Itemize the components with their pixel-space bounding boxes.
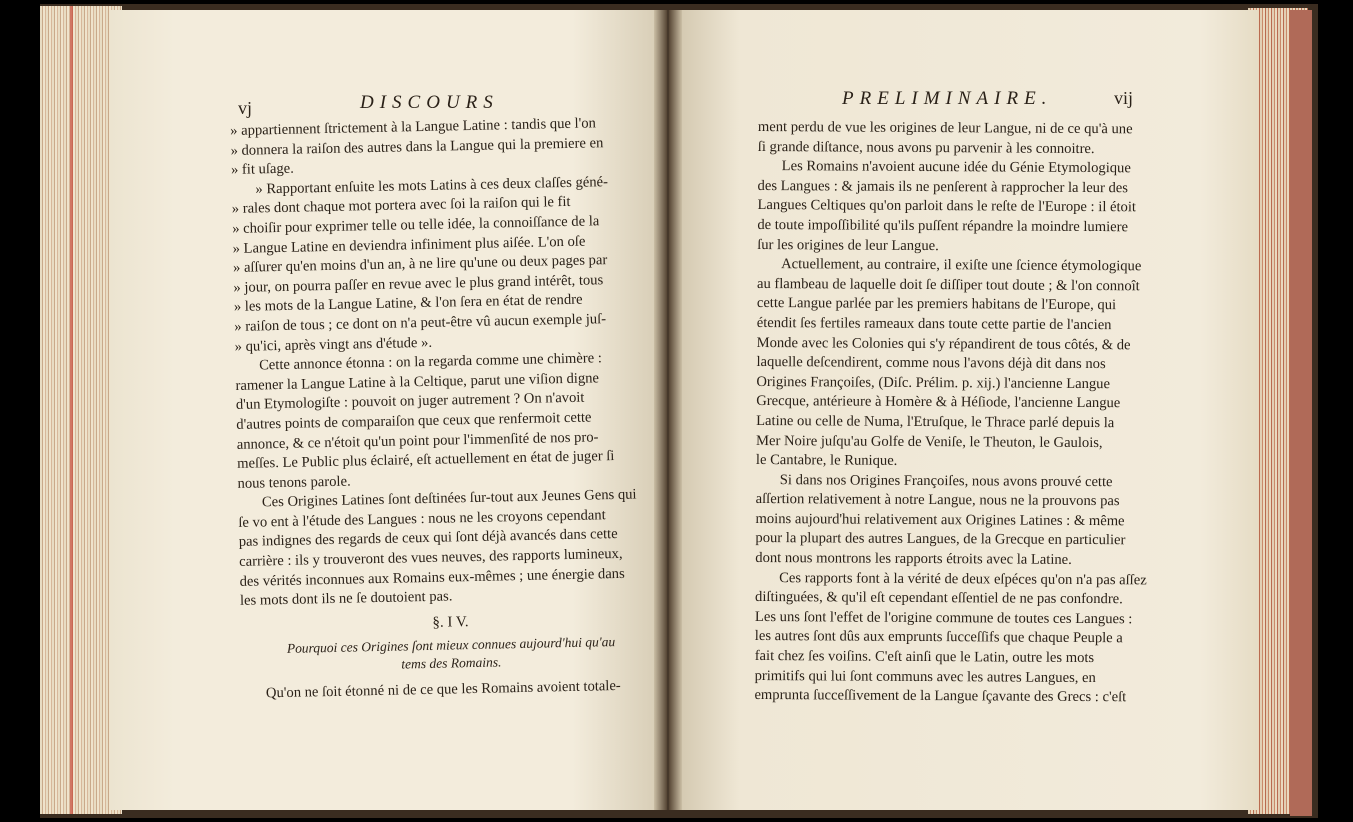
text-line: de toute impoſſibilité qu'ils puſſent répandre la moindre lumiere [757,216,1129,236]
text-line: annonce, & ce n'étoit qu'un point pour l'immenſité de nos pro- [236,428,599,453]
text-line: Si dans nos Origines Françoiſes, nous avons prouvé cette [779,471,1113,490]
book-gutter [654,10,682,810]
red-edge-line [70,6,73,814]
book-cover-edge [1290,10,1312,816]
text-line: Langues Celtiques qu'on parloit dans le reſte de l'Europe : il étoit [757,197,1137,216]
text-line: nous tenons parole. [237,473,351,492]
text-line: » les mots de la Langue Latine, & l'on ſera en état de rendre [233,292,583,316]
text-line: Les uns ſont l'effet de l'origine commune de toutes ces Langues : [754,608,1133,628]
text-line: pas indignes des regards de ceux qui ſont déjà avancés dans cette [238,526,618,551]
text-line: ment perdu de vue les origines de leur Langue, ni de ce qu'à une [757,118,1133,138]
text-line: Qu'on ne ſoit étonné ni de ce que les Romains avoient totale- [265,678,621,702]
text-line: diſtinguées, & qu'il eſt cependant eſſentiel de ne pas confondre. [755,589,1123,608]
right-page-body [754,118,1228,709]
text-line: primitifs qui lui ſont communs avec les autres Langues, en [754,667,1096,686]
right-page [682,10,1258,810]
text-line: les mots dont ils ne ſe doutoient pas. [239,588,453,610]
text-line: Ces rapports font à la vérité de deux eſpéces qu'on n'a pas aſſez [779,569,1147,589]
text-line: » rales dont chaque mot portera avec ſoi la raiſon qui le fit [231,194,571,218]
section-number: §. I V. [432,613,469,631]
text-line: » jour, on pourra paſſer en revue avec le plus grand intérêt, tous [233,271,604,296]
page-number-right: vij [1114,88,1134,108]
text-line: Monde avec les Colonies qui s'y répandirent de tous côtés, & de [756,334,1131,353]
page-number-left: vj [238,98,253,118]
text-line: Latine ou celle de Numa, l'Etruſque, le Thrace parlé depuis la [756,412,1115,432]
text-line: Grecque, antérieure à Homère & à Héſiode, l'ancienne Langue [756,393,1121,412]
text-line: Mer Noire juſqu'au Golfe de Veniſe, le Theuton, le Gaulois, [755,432,1103,451]
text-line: fait chez ſes voiſins. C'eſt ainſi que le Latin, outre les mots [754,648,1095,667]
text-line: d'autres points de comparaiſon que ceux que renfermoit cette [236,409,592,433]
text-line: au flambeau de laquelle doit ſe diſſiper tout doute ; & l'on connoît [756,275,1140,295]
text-line: cette Langue parlée par les premiers habitans de l'Europe, qui [756,295,1117,314]
right-text-lines [754,118,1228,709]
text-line: ſur les origines de leur Langue. [757,236,939,254]
text-line: Cette annonce étonna : on la regarda comme une chimère : [258,350,603,374]
text-line: laquelle deſcendirent, comme nous l'avons déjà dit dans nos [756,354,1106,373]
text-line: » Langue Latine en deviendra infiniment plus aiſée. L'on oſe [232,233,586,257]
running-header-left: DISCOURS [360,92,499,113]
running-header-right: PRELIMINAIRE. [842,88,1053,109]
text-line: Actuellement, au contraire, il exiſte une ſcience étymologique [781,256,1142,275]
section-title-line-1: Pourquoi ces Origines ſont mieux connues aujourd'hui qu'au [286,634,616,657]
text-line: ſe vo ent à l'étude des Langues : nous ne les croyons cependant [238,507,606,531]
text-line: Origines Françoiſes, (Diſc. Prélim. p. xij.) l'ancienne Langue [756,373,1111,392]
left-text-lines [230,113,660,612]
text-line: meſſes. Le Public plus éclairé, eſt actuellement en état de juger ſi [236,448,615,473]
text-line: des vérités inconnues aux Romains eux-mêmes ; une énergie dans [239,565,625,590]
text-line: carrière : ils y trouveront des vues neuves, des rapports lumineux, [239,545,623,570]
text-line: le Cantabre, le Runique. [755,452,898,469]
left-page-body [230,113,662,705]
text-line: Ces Origines Latines ſont deſtinées ſur-tout aux Jeunes Gens qui [261,486,637,511]
text-line: Les Romains n'avoient aucune idée du Génie Etymologique [781,158,1131,177]
text-line: » appartiennent ſtrictement à la Langue Latine : tandis que l'on [230,115,597,139]
text-line: » choiſir pour exprimer telle ou telle idée, la connoiſſance de la [232,213,600,237]
text-line: d'un Etymologiſte : pouvoit on juger autrement ? On n'avoit [235,389,585,414]
text-line: emprunta ſucceſſivement de la Langue ſçavante des Grecs : c'eſt [754,687,1127,706]
text-line: étendit ſes fertiles rameaux dans toute cette partie de l'ancien [756,314,1112,334]
text-line: » qu'ici, après vingt ans d'étude ». [234,334,433,355]
section-title-line-2: tems des Romains. [401,654,502,672]
text-line: » fit uſage. [230,160,294,179]
text-line: » donnera la raiſon des autres dans la Langue qui la premiere en [230,134,604,159]
text-line: pour la plupart des autres Langues, de la Grecque en particulier [755,530,1126,549]
text-line: » aſſurer qu'en moins d'un an, à ne lire qu'une ou deux pages par [232,252,608,277]
text-line: moins aujourd'hui relativement aux Origines Latines : & même [755,510,1125,530]
text-line: aſſertion relativement à notre Langue, nous ne la prouvons pas [755,491,1120,510]
text-line: dont nous montrons les rapports étroits avec la Latine. [755,550,1072,568]
text-line: » Rapportant enſuite les mots Latins à ces deux claſſes géné- [255,173,609,198]
text-line: des Langues : & jamais ils ne penſerent à rapprocher la leur des [757,177,1129,197]
left-page [110,10,654,810]
text-line: ramener la Langue Latine à la Celtique, parut une viſion digne [235,370,600,394]
text-line: » raiſon de tous ; ce dont on n'a peut-être vû aucun exemple juſ- [234,311,607,335]
text-line: les autres ſont dûs aux emprunts ſucceſſifs que chaque Peuple a [754,628,1123,647]
text-line: ſi grande diſtance, nous avons pu parvenir à les connoitre. [757,138,1095,157]
